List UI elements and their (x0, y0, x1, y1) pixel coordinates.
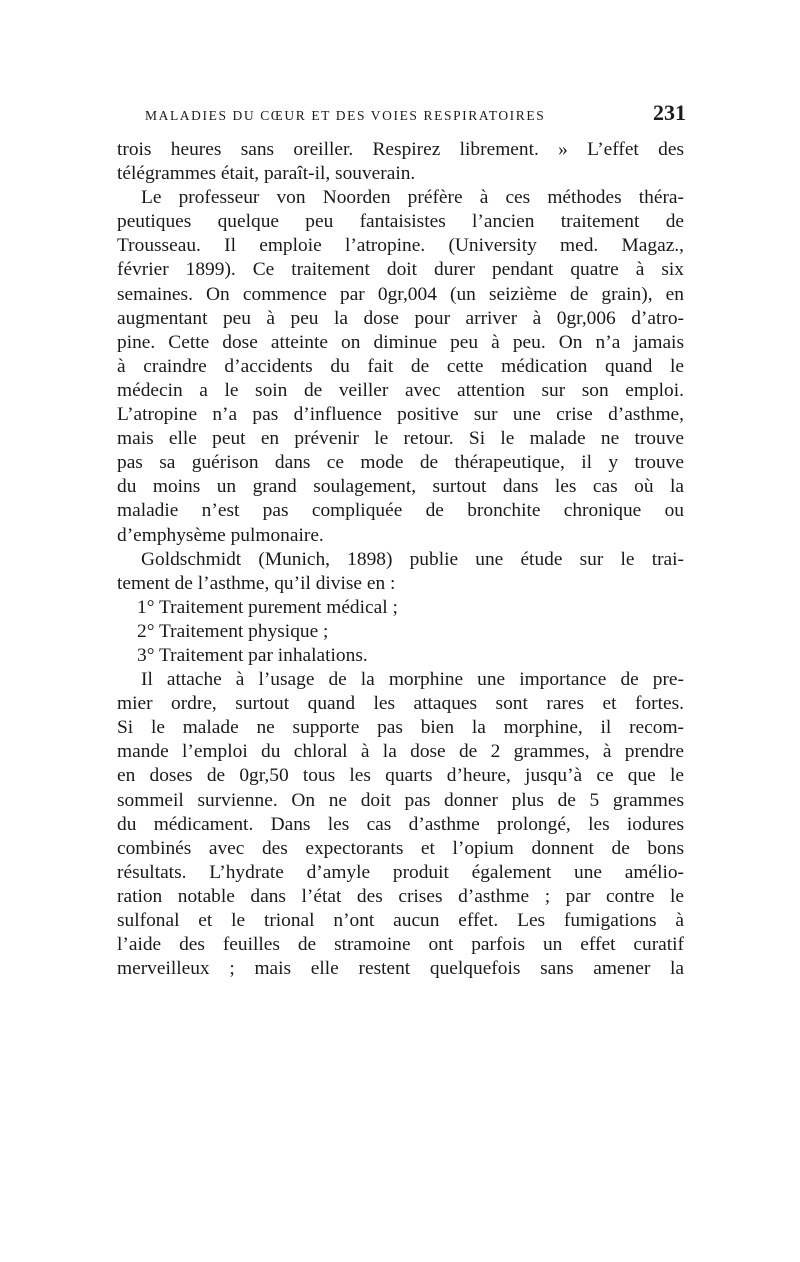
running-header (117, 100, 684, 128)
text-line: peutiques quelque peu fantaisistes l’ancien traitement de (117, 211, 684, 233)
paragraph-3 (117, 548, 684, 596)
page-number: 231 (653, 100, 686, 125)
text-line: Si le malade ne supporte pas bien la morphine, il recom- (117, 717, 684, 739)
text-line: sommeil survienne. On ne doit pas donner plus de 5 grammes (117, 789, 684, 811)
list-item: 2° Traitement physique ; (137, 620, 329, 642)
treatment-list (117, 596, 684, 668)
text-line: ration notable dans l’état des crises d’asthme ; par contre le (117, 885, 684, 907)
text-line: du médicament. Dans les cas d’asthme prolongé, les iodures (117, 813, 684, 835)
text-line: du moins un grand soulagement, surtout dans les cas où la (117, 476, 684, 498)
text-line: tement de l’asthme, qu’il divise en : (117, 572, 396, 594)
text-line: sulfonal et le trional n’ont aucun effet. Les fumigations à (117, 910, 684, 931)
text-line: à craindre d’accidents du fait de cette médication quand le (117, 355, 684, 377)
text-line: Goldschmidt (Munich, 1898) publie une étude sur le trai- (141, 548, 684, 570)
text-line: en doses de 0gr,50 tous les quarts d’heure, jusqu’à ce que le (117, 765, 684, 787)
list-item: 3° Traitement par inhalations. (137, 644, 368, 666)
text-line: L’atropine n’a pas d’influence positive sur une crise d’asthme, (117, 404, 684, 426)
text-line: résultats. L’hydrate d’amyle produit également une amélio- (117, 861, 684, 883)
text-line: trois heures sans oreiller. Respirez librement. » L’effet des (117, 139, 684, 160)
header-title: MALADIES DU CŒUR ET DES VOIES RESPIRATOIRES (145, 108, 546, 123)
text-line: semaines. On commence par 0gr,004 (un seizième de grain), en (117, 283, 684, 305)
text-line: médecin a le soin de veiller avec attention sur son emploi. (117, 379, 684, 401)
text-line: pine. Cette dose atteinte on diminue peu à peu. On n’a jamais (117, 331, 684, 353)
text-line: Trousseau. Il emploie l’atropine. (University med. Magaz., (117, 235, 684, 257)
text-line: Le professeur von Noorden préfère à ces méthodes théra- (141, 187, 684, 209)
text-line: augmentant peu à peu la dose pour arriver à 0gr,006 d’atro- (117, 307, 684, 329)
paragraph-2 (117, 186, 684, 547)
book-page (117, 100, 684, 981)
text-line: février 1899). Ce traitement doit durer pendant quatre à six (117, 259, 684, 281)
text-line: télégrammes était, paraît-il, souverain. (117, 163, 416, 185)
text-line: l’aide des feuilles de stramoine ont parfois un effet curatif (117, 934, 684, 956)
paragraph-4 (117, 668, 684, 981)
text-line: mais elle peut en prévenir le retour. Si le malade ne trouve (117, 428, 684, 450)
text-line: combinés avec des expectorants et l’opium donnent de bons (117, 837, 684, 859)
text-line: mande l’emploi du chloral à la dose de 2 grammes, à prendre (117, 741, 684, 763)
text-line: pas sa guérison dans ce mode de thérapeutique, il y trouve (117, 452, 684, 474)
text-line: Il attache à l’usage de la morphine une importance de pre- (141, 669, 684, 691)
text-line: maladie n’est pas compliquée de bronchite chronique ou (117, 500, 684, 522)
paragraph-1 (117, 138, 684, 186)
text-line: merveilleux ; mais elle restent quelquefois sans amener la (117, 958, 684, 980)
text-line: d’emphysème pulmonaire. (117, 524, 324, 546)
list-item: 1° Traitement purement médical ; (137, 596, 398, 618)
text-line: mier ordre, surtout quand les attaques sont rares et fortes. (117, 693, 684, 715)
